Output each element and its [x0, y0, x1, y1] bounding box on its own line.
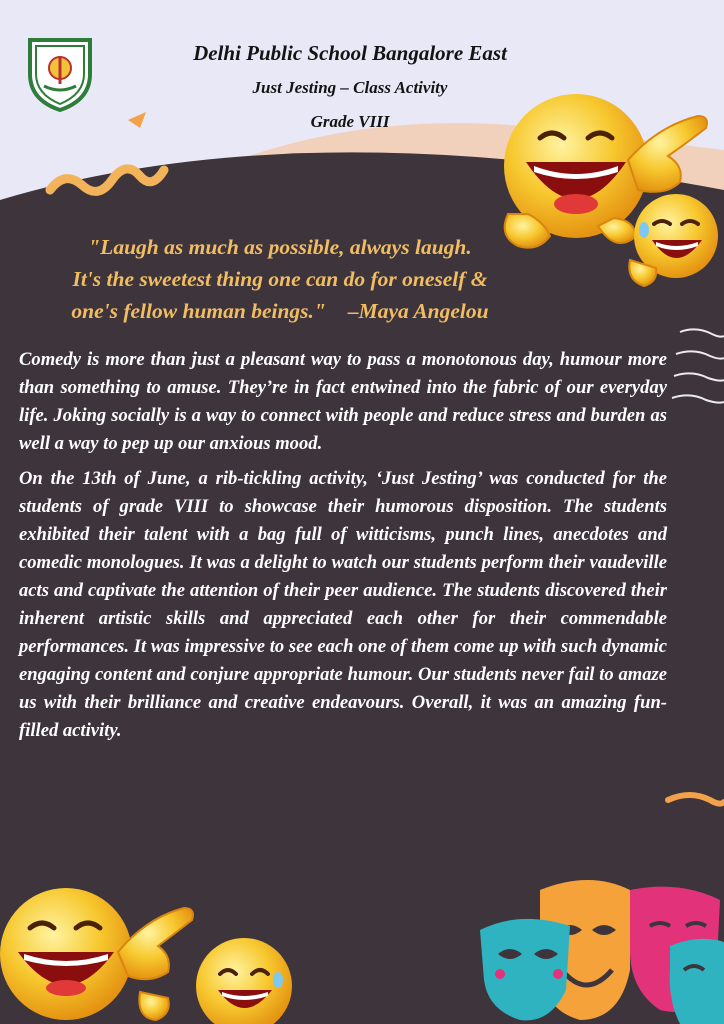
laughing-emoji-bottom-small-icon — [192, 934, 302, 1024]
quote-line-3-wrapper — [10, 295, 550, 327]
quote-line-2: It's the sweetest thing one can do for oneself & — [72, 267, 488, 291]
quote-line-3: one's fellow human beings." — [71, 299, 326, 323]
paragraph-2: On the 13th of June, a rib-tickling activity, ‘Just Jesting’ was conducted for the students of grade VIII to showcase their humorous disposition. The students exhibited their talent with a bag full of witticisms, punch lines, anecdotes and comedic monologues. It was a delight to watch our students perform their vaudeville acts and captivate the attention of their peer audience. The students discovered their inherent artistic skills and appreciated each other for their commendable performances. It was impressive to see each one of them come up with such dynamic engaging content and conjure appropriate humour. Our students never fail to amaze us with their brilliance and creative endeavours. Overall, it was an amazing fun-filled activity. — [19, 468, 667, 741]
grade-label: Grade VIII — [310, 112, 390, 131]
laughing-emoji-bottom-icon — [0, 868, 200, 1024]
paragraph-1: Comedy is more than just a pleasant way to pass a monotonous day, humour more than something to amuse. They’re in fact entwined into the fabric of our everyday life. Joking socially is a way to connect with people and reduce stress and burden as well a way to pep up our anxious mood. — [19, 349, 667, 454]
school-crest-icon — [24, 34, 96, 112]
activity-title: Just Jesting – Class Activity — [252, 78, 448, 97]
quote-block — [10, 231, 550, 327]
article-body — [19, 346, 667, 752]
theatre-masks-icon — [480, 870, 724, 1024]
school-name: Delhi Public School Bangalore East — [193, 41, 507, 65]
quote-line-1: "Laugh as much as possible, always laugh. — [88, 235, 472, 259]
quote-author: –Maya Angelou — [347, 299, 489, 323]
laughing-emoji-small-icon — [622, 190, 724, 290]
